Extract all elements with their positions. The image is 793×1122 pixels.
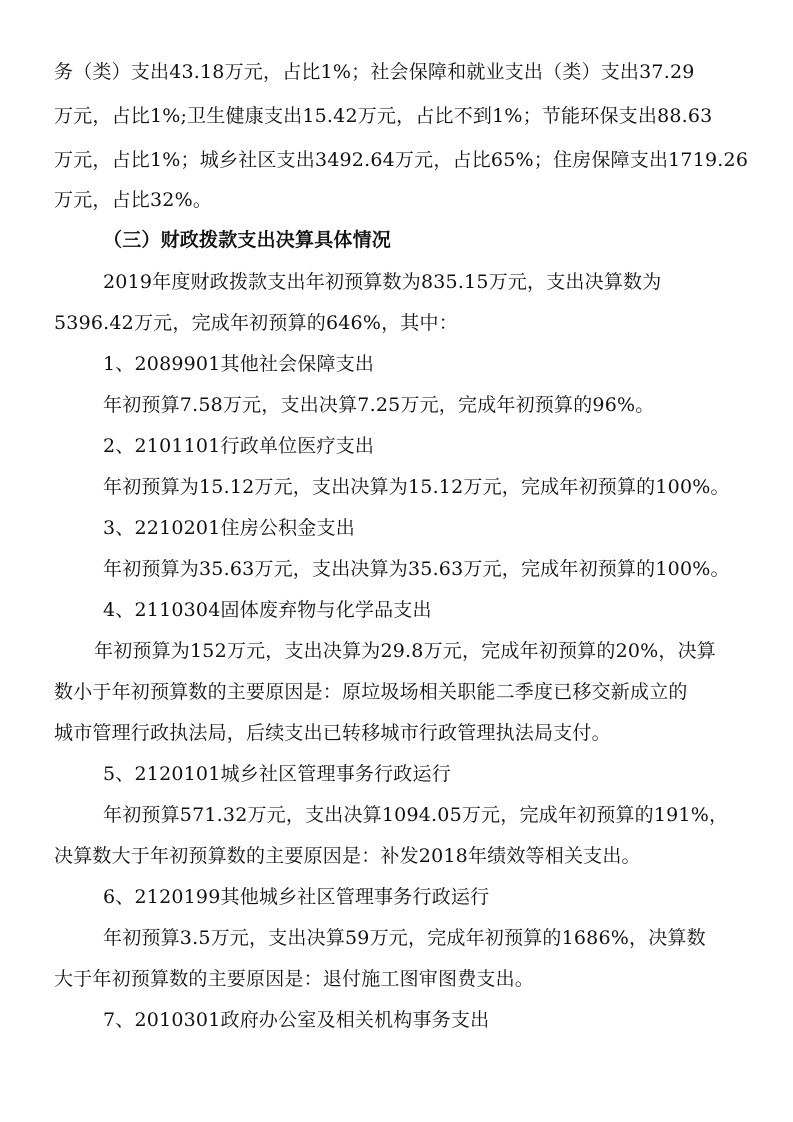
summary-line-1: 2019年度财政拨款支出年初预算数为835.15万元，支出决算数为 [103,271,662,293]
item-7-title: 7、2010301政府办公室及相关机构事务支出 [103,1009,490,1031]
intro-line-2: 万元，占比1%;卫生健康支出15.42万元，占比不到1%；节能环保支出88.63 [54,105,713,127]
intro-line-1: 务（类）支出43.18万元，占比1%；社会保障和就业支出（类）支出37.29 [54,61,695,83]
item-5-desc-line-2: 决算数大于年初预算数的主要原因是：补发2018年绩效等相关支出。 [54,845,641,867]
item-3-desc-line-1: 年初预算为35.63万元，支出决算为35.63万元，完成年初预算的100%。 [103,558,730,580]
item-4-title: 4、2110304固体废弃物与化学品支出 [103,599,432,621]
item-6-desc-line-1: 年初预算3.5万元，支出决算59万元，完成年初预算的1686%，决算数 [103,927,706,949]
item-1-desc-line-1: 年初预算7.58万元，支出决算7.25万元，完成年初预算的96%。 [103,394,655,416]
intro-line-3: 万元，占比1%；城乡社区支出3492.64万元，占比65%；住房保障支出1719.26 [54,149,749,171]
item-4-desc-line-3: 城市管理行政执法局，后续支出已转移城市行政管理执法局支付。 [54,722,611,744]
summary-line-2: 5396.42万元，完成年初预算的646%，其中： [54,312,458,334]
item-1-title: 1、2089901其他社会保障支出 [103,353,375,375]
section-heading: （三）财政拨款支出决算具体情况 [103,229,392,251]
item-3-title: 3、2210201住房公积金支出 [103,517,355,539]
item-2-desc-line-1: 年初预算为15.12万元，支出决算为15.12万元，完成年初预算的100%。 [103,476,730,498]
item-6-title: 6、2120199其他城乡社区管理事务行政运行 [103,886,490,908]
intro-line-4: 万元，占比32%。 [54,189,213,211]
item-5-title: 5、2120101城乡社区管理事务行政运行 [103,763,451,785]
item-5-desc-line-1: 年初预算571.32万元，支出决算1094.05万元，完成年初预算的191%， [103,804,729,826]
item-4-desc-line-1: 年初预算为152万元，支出决算为29.8万元，完成年初预算的20%，决算 [94,640,717,662]
item-4-desc-line-2: 数小于年初预算数的主要原因是：原垃圾场相关职能二季度已移交新成立的 [54,681,688,703]
item-6-desc-line-2: 大于年初预算数的主要原因是：退付施工图审图费支出。 [54,968,535,990]
item-2-title: 2、2101101行政单位医疗支出 [103,435,375,457]
